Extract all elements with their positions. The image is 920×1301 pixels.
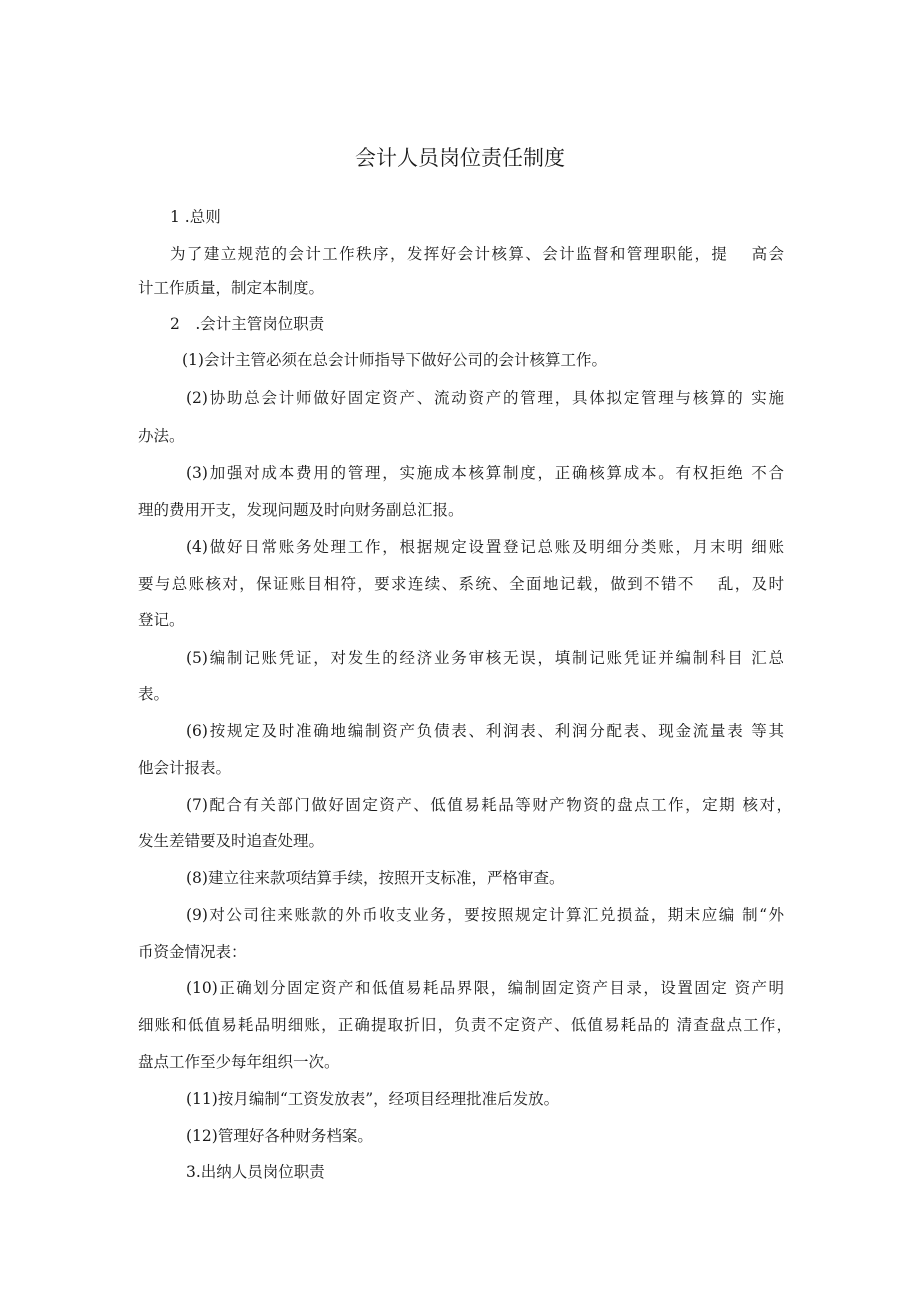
list-item-2-continuation: 办法。 [138,427,185,445]
list-item-4: (4)做好日常账务处理工作，根据规定设置登记总账及明细分类账，月末明 细账 [186,538,784,556]
list-item-6-continuation: 他会计报表。 [138,759,232,777]
list-item-4-continuation: 登记。 [138,611,185,629]
list-item-11: (11)按月编制“工资发放表”，经项目经理批准后发放。 [186,1090,560,1108]
list-item-7-continuation: 发生差错要及时追查处理。 [138,832,325,850]
list-item-4-continuation: 要与总账核对，保证账目相符，要求连续、系统、全面地记载，做到不错不 乱，及时 [138,575,784,593]
list-item-12: (12)管理好各种财务档案。 [186,1127,373,1145]
list-item-10-continuation: 细账和低值易耗品明细账，正确提取折旧，负责不定资产、低值易耗品的 清查盘点工作， [138,1016,792,1034]
list-item-1: (1)会计主管必须在总会计师指导下做好公司的会计核算工作。 [182,351,607,369]
list-item-8: (8)建立往来款项结算手续，按照开支标准，严格审查。 [186,869,565,887]
list-item-10-continuation: 盘点工作至少每年组织一次。 [138,1053,340,1071]
section-heading-accounting-supervisor: 2 .会计主管岗位职责 [170,315,325,333]
list-item-3-continuation: 理的费用开支，发现问题及时向财务副总汇报。 [138,501,464,519]
paragraph-line: 为了建立规范的会计工作秩序，发挥好会计核算、会计监督和管理职能，提 高会 [170,245,784,263]
document-title: 会计人员岗位责任制度 [355,146,565,170]
section-heading-cashier: 3.出纳人员岗位职责 [186,1163,325,1181]
list-item-9: (9)对公司往来账款的外币收支业务，要按照规定计算汇兑损益，期末应编 制“外 [186,906,784,924]
list-item-7: (7)配合有关部门做好固定资产、低值易耗品等财产物资的盘点工作，定期 核对， [186,796,792,814]
list-item-3: (3)加强对成本费用的管理，实施成本核算制度，正确核算成本。有权拒绝 不合 [186,464,784,482]
list-item-2: (2)协助总会计师做好固定资产、流动资产的管理，具体拟定管理与核算的 实施 [186,389,784,407]
list-item-5: (5)编制记账凭证，对发生的经济业务审核无误，填制记账凭证并编制科目 汇总 [186,649,784,667]
list-item-5-continuation: 表。 [138,685,170,703]
paragraph-line: 计工作质量，制定本制度。 [138,279,325,297]
list-item-6: (6)按规定及时准确地编制资产负债表、利润表、利润分配表、现金流量表 等其 [186,722,784,740]
list-item-9-continuation: 币资金情况表： [138,943,247,961]
list-item-10: (10)正确划分固定资产和低值易耗品界限，编制固定资产目录，设置固定 资产明 [186,979,784,997]
section-heading-general: 1 .总则 [170,208,221,226]
